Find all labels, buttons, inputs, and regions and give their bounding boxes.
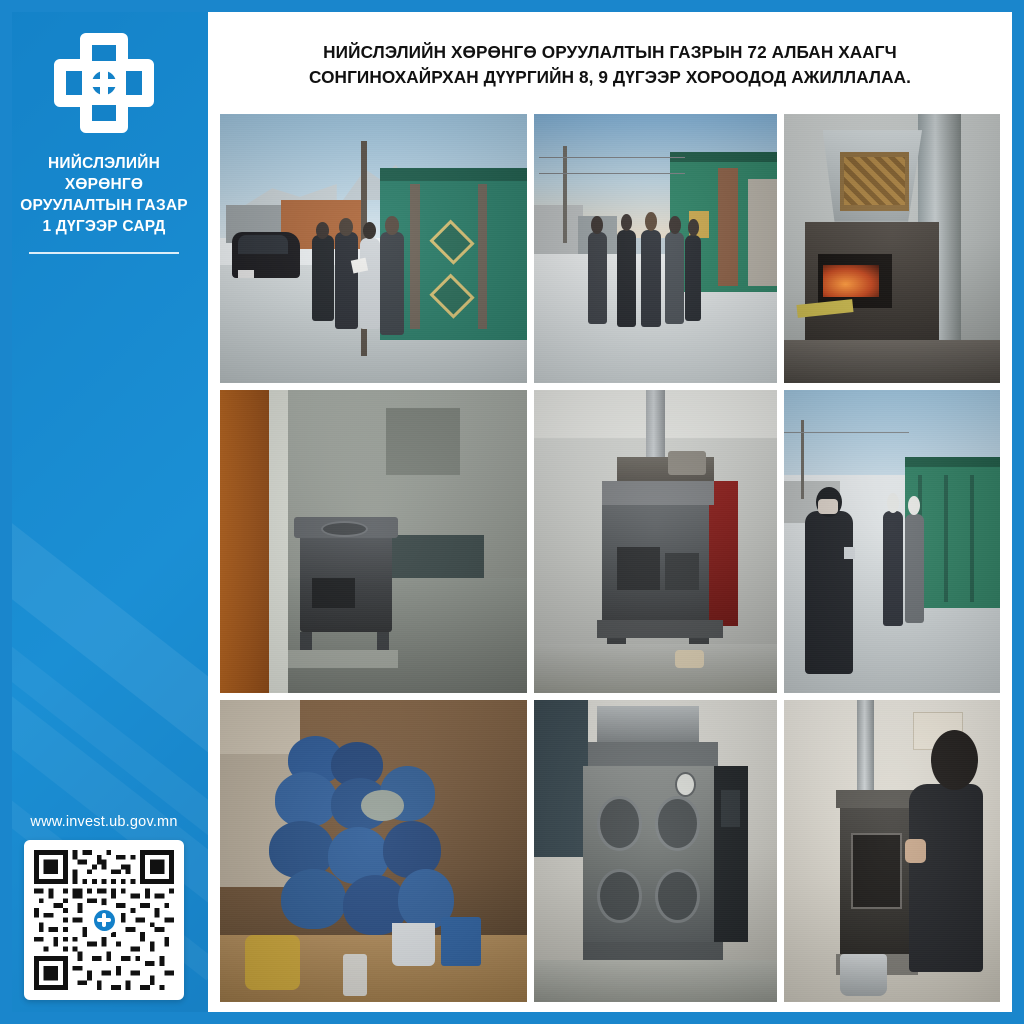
photo-7 xyxy=(220,700,527,1002)
organization-name xyxy=(14,154,194,238)
headline-line-2: СОНГИНОХАЙРХАН ДҮҮРГИЙН 8, 9 ДҮГЭЭР ХОРООДОД АЖИЛЛАЛАА. xyxy=(309,66,911,87)
qr-center-logo-icon xyxy=(89,905,119,935)
photo-8 xyxy=(534,700,776,1002)
photo-1 xyxy=(220,114,527,383)
headline xyxy=(208,12,1012,100)
qr-code[interactable] xyxy=(24,840,184,1000)
organization-logo xyxy=(45,24,163,142)
frame-edge-right xyxy=(1012,0,1024,1024)
photo-9 xyxy=(784,700,1000,1002)
sidebar xyxy=(0,0,208,1024)
content-card xyxy=(208,12,1012,1012)
org-name-line-2: ХӨРӨНГӨ xyxy=(64,175,144,193)
photo-6 xyxy=(784,390,1000,692)
ub-invest-cross-logo-icon xyxy=(46,25,162,141)
photo-5 xyxy=(534,390,776,692)
org-name-line-4: 1 ДҮГЭЭР САРД xyxy=(42,217,166,235)
divider xyxy=(29,252,179,254)
photo-3 xyxy=(784,114,1000,383)
frame-edge-left xyxy=(0,0,12,1024)
photo-2 xyxy=(534,114,776,383)
org-name-line-1: НИЙСЛЭЛИЙН xyxy=(48,155,160,172)
photo-4 xyxy=(220,390,527,692)
photo-grid xyxy=(220,114,1000,1002)
frame-edge-top xyxy=(0,0,1024,12)
frame-edge-bottom xyxy=(0,1012,1024,1024)
headline-line-1: НИЙСЛЭЛИЙН ХӨРӨНГӨ ОРУУЛАЛТЫН ГАЗРЫН 72 АЛБАН ХААГЧ xyxy=(323,42,897,62)
website-url[interactable]: www.invest.ub.gov.mn xyxy=(30,814,178,830)
org-name-line-3: ОРУУЛАЛТЫН ГАЗАР xyxy=(20,196,188,214)
